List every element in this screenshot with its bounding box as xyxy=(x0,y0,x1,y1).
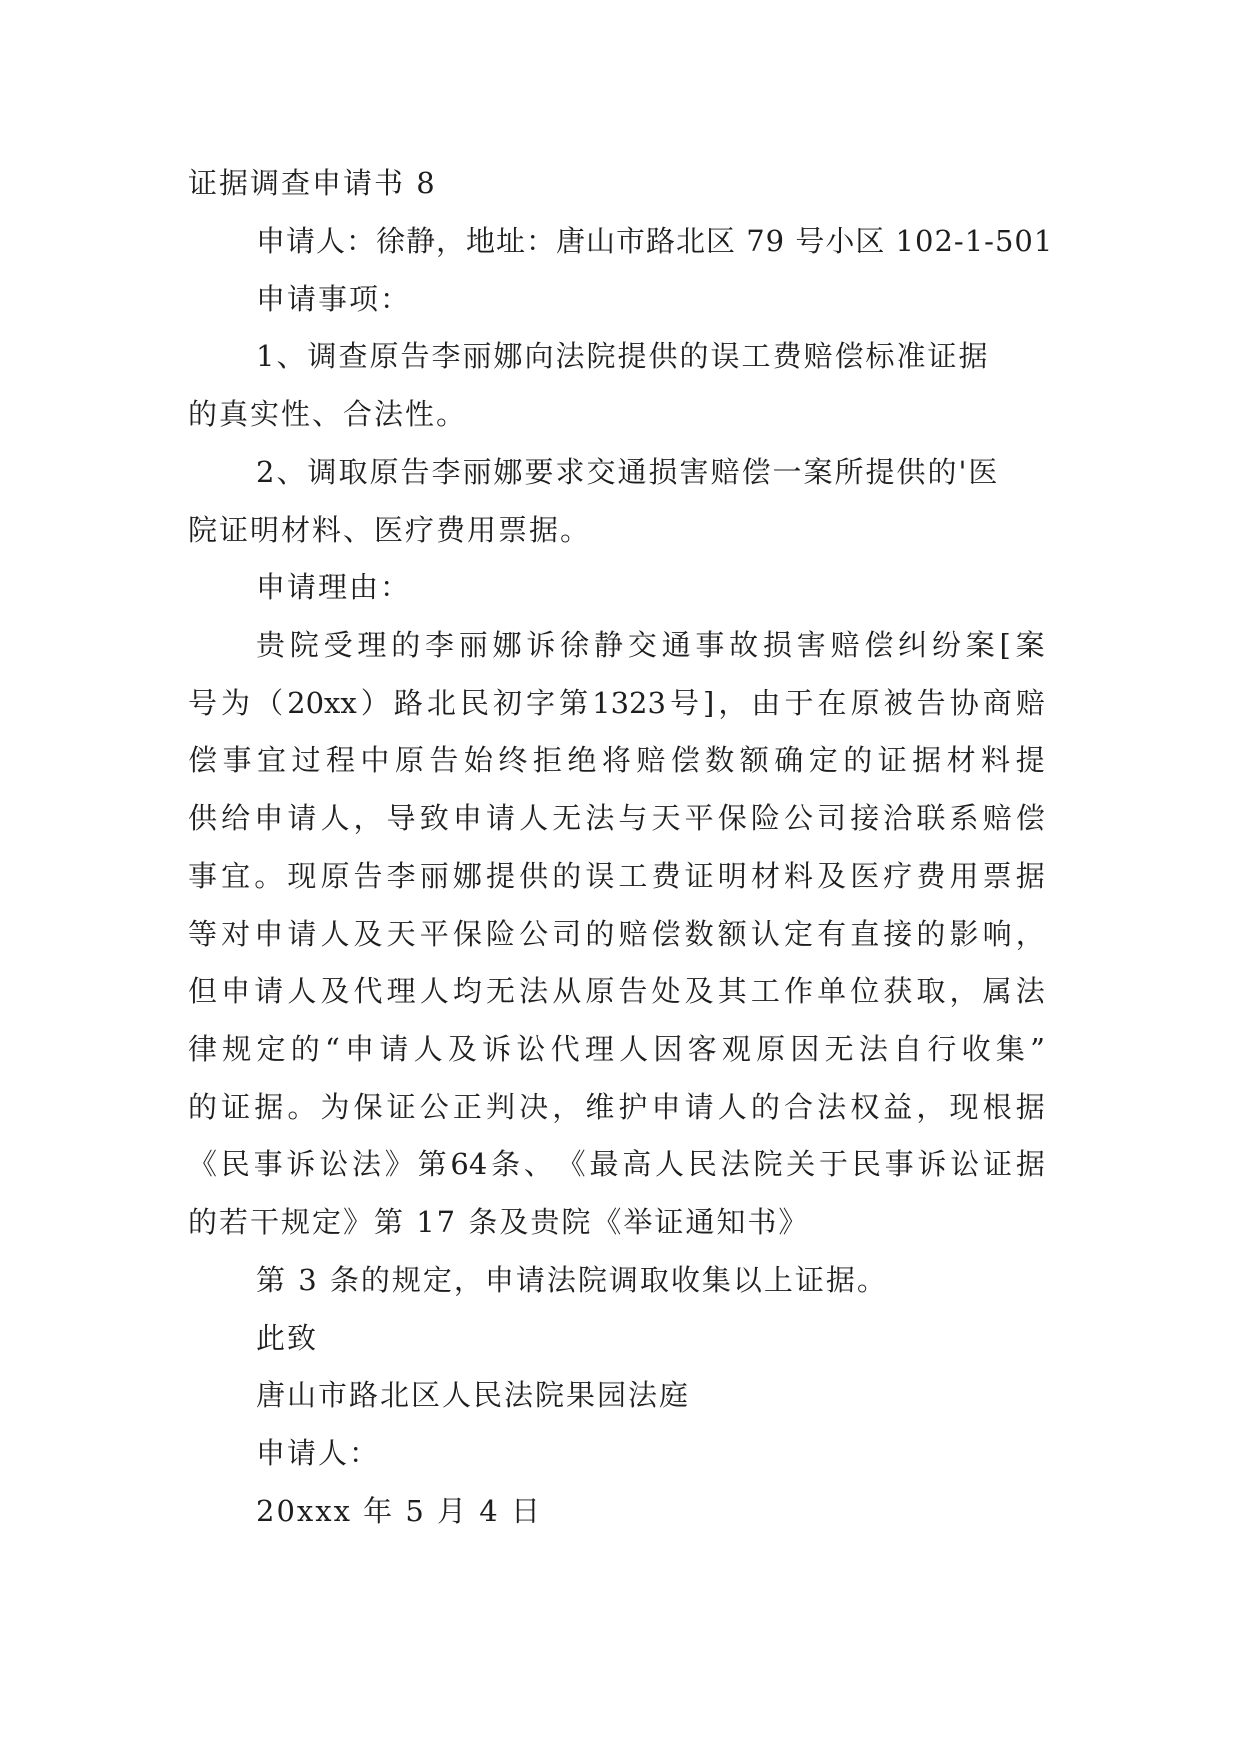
reason-line: 偿 事 宜 过 程 中 原 告 始 终 拒 绝 将 赔 偿 数 额 确 定 的 证 据 材 料 提 xyxy=(188,743,1045,777)
reason-line: 号 为 （ 20xx ） 路 北 民 初 字 第 1323 号 ] ， 由 于 在 原 被 告 协 商 赔 xyxy=(188,686,1045,720)
reason-heading: 申请理由： xyxy=(256,570,412,604)
reason-line: 律 规 定 的 “ 申 请 人 及 诉 讼 代 理 人 因 客 观 原 因 无 法 自 行 收 集 ” xyxy=(188,1032,1045,1066)
reason-line: 但 申 请 人 及 代 理 人 均 无 法 从 原 告 处 及 其 工 作 单 位 获 取 ， 属 法 xyxy=(188,974,1045,1008)
reason-tail: 第 3 条的规定，申请法院调取收集以上证据。 xyxy=(256,1263,888,1297)
reason-line: 的若干规定》第 17 条及贵院《举证通知书》 xyxy=(188,1205,810,1239)
reason-line: 《 民 事 诉 讼 法 》 第 64 条 、 《 最 高 人 民 法 院 关 于 民 事 诉 讼 证 据 xyxy=(188,1147,1045,1181)
items-heading: 申请事项： xyxy=(256,282,412,316)
salutation: 此致 xyxy=(256,1321,319,1355)
reason-line: 的 证 据 。 为 保 证 公 正 判 决 ， 维 护 申 请 人 的 合 法 权 益 ， 现 根 据 xyxy=(188,1090,1045,1124)
item2-line1: 2、调取原告李丽娜要求交通损害赔偿一案所提供的'医 xyxy=(256,455,1000,489)
applicant-line: 申请人：徐静，地址：唐山市路北区 79 号小区 102-1-501 xyxy=(256,224,1054,258)
addressee: 唐山市路北区人民法院果园法庭 xyxy=(256,1378,691,1412)
reason-line: 等 对 申 请 人 及 天 平 保 险 公 司 的 赔 偿 数 额 认 定 有 直 接 的 影 响 ， xyxy=(188,917,1045,951)
item1-line2: 的真实性、合法性。 xyxy=(188,397,468,431)
signature-label: 申请人： xyxy=(256,1436,381,1470)
document-date: 20xxx 年 5 月 4 日 xyxy=(256,1494,542,1528)
item2-line2: 院证明材料、医疗费用票据。 xyxy=(188,513,592,547)
reason-line: 供 给 申 请 人 ， 导 致 申 请 人 无 法 与 天 平 保 险 公 司 接 洽 联 系 赔 偿 xyxy=(188,801,1045,835)
reason-line: 贵 院 受 理 的 李 丽 娜 诉 徐 静 交 通 事 故 损 害 赔 偿 纠 纷 案 [ 案 xyxy=(256,628,1045,662)
item1-line1: 1、调查原告李丽娜向法院提供的误工费赔偿标准证据 xyxy=(256,339,990,373)
reason-line: 事 宜 。 现 原 告 李 丽 娜 提 供 的 误 工 费 证 明 材 料 及 医 疗 费 用 票 据 xyxy=(188,859,1045,893)
document-title: 证据调查申请书 8 xyxy=(188,166,437,200)
